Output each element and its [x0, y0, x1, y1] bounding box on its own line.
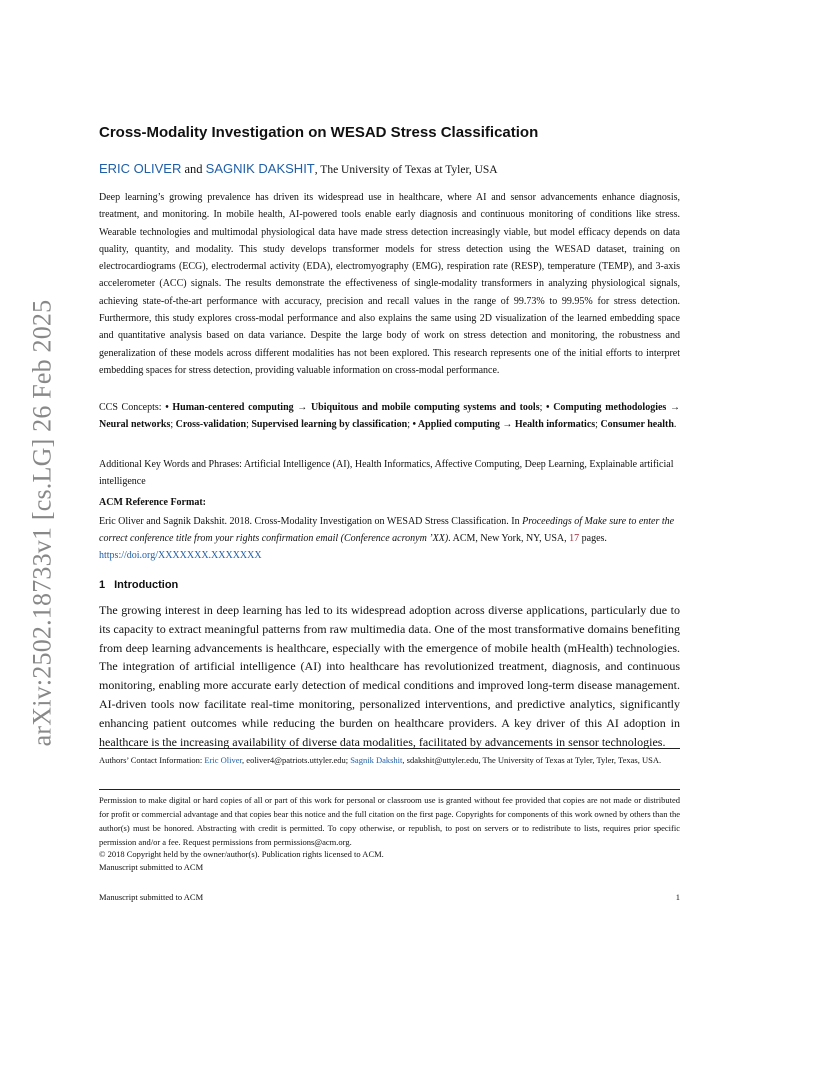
section-title: Introduction: [114, 579, 179, 591]
footnote-label: Authors’ Contact Information:: [99, 755, 205, 765]
ccs-separator: ;: [539, 402, 547, 413]
reference-proceedings: Proceedings of Make sure to enter the correct conference title from your rights confirmation email (Conference acronym ’XX): [99, 516, 675, 544]
footnote-email: , sdakshit@uttyler.edu, The University of Texas at Tyler, Tyler, Texas, USA.: [402, 755, 662, 765]
paper-title: Cross-Modality Investigation on WESAD Stress Classification: [99, 124, 539, 141]
ccs-concepts: [99, 399, 680, 433]
permission-divider: [99, 789, 680, 790]
keywords: Additional Key Words and Phrases: Artificial Intelligence (AI), Health Informatics, Affective Computing, Deep Learning, Explainable artificial intelligence: [99, 459, 674, 487]
introduction-text: The growing interest in deep learning has led to its widespread adoption across diverse applications, particularly due to its capacity to extract meaningful patterns from raw multimedia data. One of the most transformative domains benefiting from deep learning advancements is healthcare, especially with the emergence of mobile health (mHealth) technologies. The integration of artificial intelligence (AI) into healthcare has revolutionized treatment, diagnosis, and continuous monitoring, enabling more accurate early detection of medical conditions and improved long-term disease management. AI-driven tools now facilitate real-time monitoring, personalized interventions, and predictive analytics, significantly enhancing patient outcomes while reducing the burden on healthcare providers. A key driver of this AI adoption in healthcare is the increasing availability of diverse data modalities, facilitated by advancements in sensor technologies.: [99, 603, 680, 749]
doi-link[interactable]: https://doi.org/XXXXXXX.XXXXXXX: [99, 550, 262, 561]
ccs-separator: ;: [595, 419, 601, 430]
reference-text: Eric Oliver and Sagnik Dakshit. 2018. Cross-Modality Investigation on WESAD Stress Classification. In: [99, 516, 523, 527]
ccs-separator: ;: [170, 419, 176, 430]
footnote-email: , eoliver4@patriots.uttyler.edu;: [242, 755, 351, 765]
ccs-separator: ;: [246, 419, 252, 430]
ccs-concept: Consumer health: [600, 419, 674, 430]
ccs-concept: • Human-centered computing → Ubiquitous and mobile computing systems and tools: [165, 402, 540, 413]
page-number: 1: [675, 892, 680, 902]
section-number: 1: [99, 579, 106, 591]
reference-heading: ACM Reference Format:: [99, 497, 206, 508]
submission-note: Manuscript submitted to ACM: [99, 862, 204, 872]
permission-notice: Permission to make digital or hard copies of all or part of this work for personal or classroom use is granted without fee provided that copies are not made or distributed for profit or commercial advantage and that copies bear this notice and the full citation on the first page. Copyrights for components of this work owned by others than the author(s) must be honored. Abstracting with credit is permitted. To copy otherwise, or republish, to post on servers or to redistribute to lists, requires prior specific permission and/or a fee. Request permissions from permissions@acm.org.: [99, 795, 680, 847]
author-link-oliver[interactable]: ERIC OLIVER: [99, 161, 182, 176]
section-heading: [99, 579, 178, 591]
author-link-dakshit[interactable]: SAGNIK DAKSHIT: [205, 161, 315, 176]
reference-text: pages.: [579, 533, 607, 544]
ccs-concept: Cross-validation: [175, 419, 247, 430]
author-link-dakshit-footnote[interactable]: Sagnik Dakshit: [350, 755, 403, 765]
page-count-link[interactable]: 17: [569, 533, 580, 544]
author-affiliation: , The University of Texas at Tyler, USA: [314, 164, 498, 176]
ccs-end: .: [673, 419, 677, 430]
footer-venue: Manuscript submitted to ACM: [99, 892, 204, 902]
ccs-concept: • Computing methodologies → Neural networks: [99, 402, 680, 430]
ccs-concept: • Applied computing → Health informatics: [412, 419, 596, 430]
author-conjunction: and: [184, 162, 203, 176]
author-contact-footnote: [99, 754, 680, 768]
copyright-notice: © 2018 Copyright held by the owner/author(s). Publication rights licensed to ACM.: [99, 849, 384, 859]
footnote-divider: [99, 748, 680, 749]
reference-text: . ACM, New York, NY, USA,: [448, 533, 570, 544]
ccs-concept: Supervised learning by classification: [251, 419, 408, 430]
abstract: Deep learning’s growing prevalence has driven its widespread use in healthcare, where AI and sensor advancements enhance diagnosis, treatment, and monitoring. In mobile health, AI-powered tools enable early diagnosis and continuous monitoring of conditions like stress. Wearable technologies and multimodal physiological data have made stress detection increasingly viable, but model efficacy depends on data quality, quantity, and modality. This study develops transformer models for stress detection using the WESAD dataset, training on electrocardiograms (ECG), electrodermal activity (EDA), electromyography (EMG), respiration rate (RESP), temperature (TEMP), and 3-axis accelerometer (ACC) signals. The results demonstrate the effectiveness of single-modality transformers in analyzing physiological signals, achieving state-of-the-art performance with accuracy, precision and recall values in the range of 99.73% to 99.95% for stress detection. Furthermore, this study explores cross-modal performance and also explains the same using 2D visualization of the learned embedding space and quantitative analysis based on data variance. Despite the large body of work on stress detection and monitoring, the robustness and generalization of these models across different modalities has not been explored. This research represents one of the initial efforts to interpret embedding spaces for stress detection, providing valuable information on cross-modal performance.: [99, 192, 680, 376]
ccs-label: CCS Concepts:: [99, 402, 166, 413]
reference-format: [99, 513, 680, 564]
arxiv-stamp: [22, 288, 62, 758]
author-link-oliver-footnote[interactable]: Eric Oliver: [204, 755, 243, 765]
ccs-separator: ;: [407, 419, 413, 430]
author-line: [99, 161, 680, 177]
arxiv-id: arXiv:2502.18733v1 [cs.LG] 26 Feb 2025: [27, 299, 56, 747]
